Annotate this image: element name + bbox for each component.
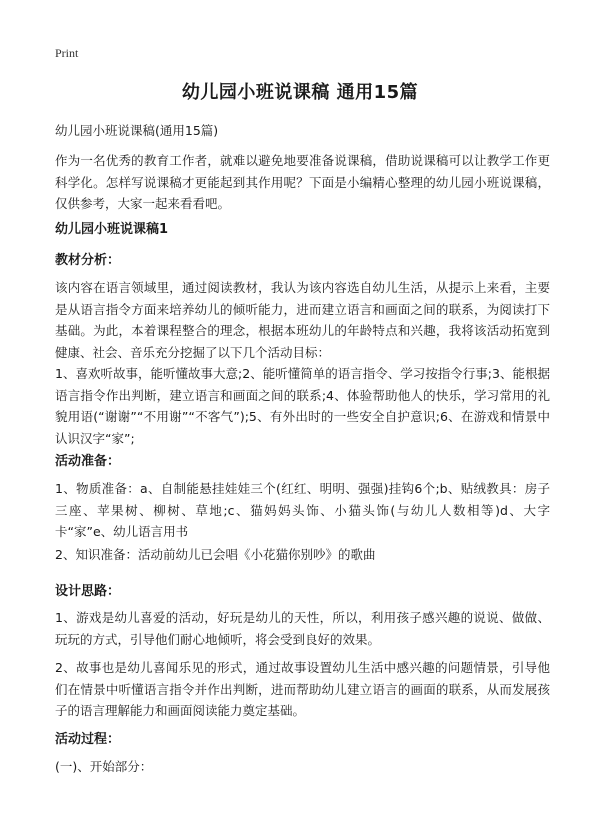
heading-analysis: 教材分析： bbox=[55, 253, 121, 268]
preparation-paragraph-2: 2、知识准备：活动前幼儿已会唱《小花猫你别吵》的歌曲 bbox=[55, 547, 376, 562]
heading-process: 活动过程： bbox=[55, 732, 121, 747]
process-paragraph-1: (一)、开始部分： bbox=[55, 759, 153, 774]
analysis-paragraph: 该内容在语言领域里，通过阅读教材，我认为该内容选自幼儿生活，从提示上来看，主要是从语言指令方面来培养幼儿的倾听能力，进而建立语言和画面之间的联系，为阅读打下基础。为此，本着课程整合的理念，根据本班幼儿的年龄特点和兴趣，我将该活动拓宽到健康、社会、音乐充分挖掘了以下几个活动目标： bbox=[55, 280, 550, 360]
intro-paragraph: 作为一名优秀的教育工作者，就难以避免地要准备说课稿，借助说课稿可以让教学工作更科学化。怎样写说课稿才更能起到其作用呢？下面是小编精心整理的幼儿园小班说课稿，仅供参考，大家一起来看看吧。 bbox=[55, 153, 550, 211]
goals-paragraph: 1、喜欢听故事，能听懂故事大意;2、能听懂简单的语言指令、学习按指令行事;3、能根据语言指令作出判断，建立语言和画面之间的联系;4、体验帮助他人的快乐，学习常用的礼貌用语(“谢谢”“不用谢”“不客气”);5、有外出时的一些安全自护意识;6、在游戏和情景中认识汉字“家”; bbox=[55, 366, 550, 446]
heading-design: 设计思路： bbox=[55, 584, 121, 599]
section-title: 幼儿园小班说课稿1 bbox=[55, 222, 169, 237]
design-paragraph-2: 2、故事也是幼儿喜闻乐见的形式，通过故事设置幼儿生活中感兴趣的问题情景，引导他们在情景中听懂语言指令并作出判断，进而帮助幼儿建立语言的画面的联系，从而发展孩子的语言理解能力和画面阅读能力奠定基础。 bbox=[55, 660, 550, 718]
print-link[interactable]: Print bbox=[55, 46, 79, 60]
heading-preparation: 活动准备： bbox=[55, 454, 121, 469]
preparation-paragraph-1: 1、物质准备：a、自制能悬挂娃娃三个(红红、明明、强强)挂钩6个;b、贴绒教具：房子三座、苹果树、柳树、草地;c、猫妈妈头饰、小猫头饰(与幼儿人数相等)d、大字卡“家”e、幼儿语言用书 bbox=[55, 481, 550, 539]
design-paragraph-1: 1、游戏是幼儿喜爱的活动，好玩是幼儿的天性，所以，利用孩子感兴趣的说说、做做、玩玩的方式，引导他们耐心地倾听，将会受到良好的效果。 bbox=[55, 610, 550, 647]
doc-subtitle: 幼儿园小班说课稿(通用15篇) bbox=[55, 123, 219, 138]
page-title: 幼儿园小班说课稿 通用15篇 bbox=[181, 82, 419, 103]
